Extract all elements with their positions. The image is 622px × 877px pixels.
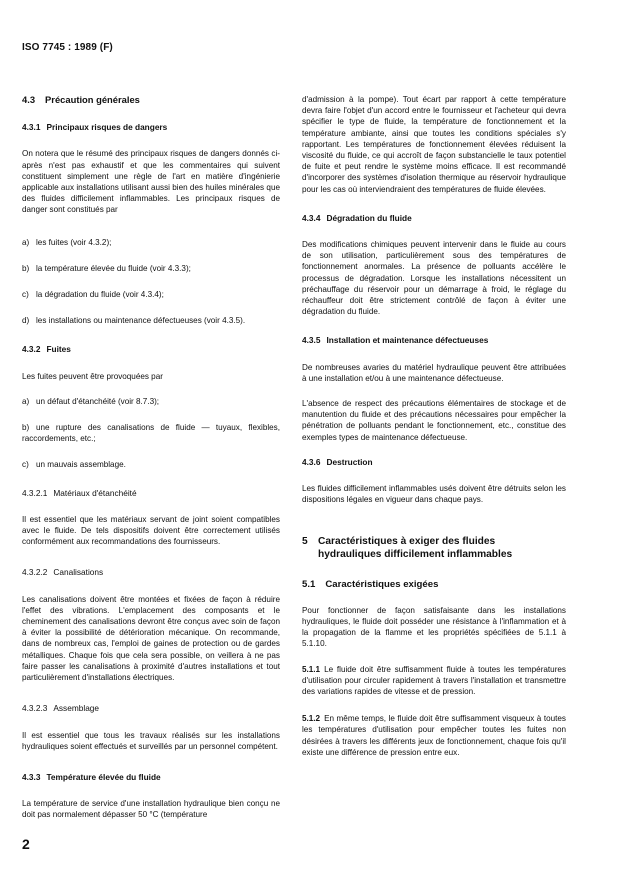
paragraph: Pour fonctionner de façon satisfaisante dans les installations hydrauliques, le fluide doit posséder une résistance à l'inflammation et à la propagation de la flamme et les propriétés spécifiées de 5.1.1 à 5.1.10. xyxy=(302,605,566,649)
section-number: 4.3.6 xyxy=(302,456,321,467)
page-number: 2 xyxy=(22,836,30,852)
clause-text: Le fluide doit être suffisamment fluide à toutes les températures d'utilisation pour circuler rapidement à travers l'installation et transmettre des variations rapides de vitesse et de pression. xyxy=(302,664,566,696)
section-number: 4.3.2.1 xyxy=(22,487,48,498)
clause-number: 5.1.2 xyxy=(302,714,321,724)
section-heading-4-3-3 xyxy=(22,772,280,783)
section-heading-4-3-1 xyxy=(22,122,280,133)
paragraph: Les fluides difficilement inflammables usés doivent être détruits selon les dispositions légales en vigueur dans chaque pays. xyxy=(302,484,566,505)
section-title: Principaux risques de dangers xyxy=(46,122,168,133)
list-item xyxy=(22,315,280,326)
clause-text: En même temps, le fluide doit être suffisamment visqueux à toutes les températures d'utilisation pour empêcher toutes les fuites non désirées à travers les différents jeux de fonctionnement, chaque fois qu'il existe une différence de pression entre eux. xyxy=(302,714,566,757)
paragraph: L'absence de respect des précautions élémentaires de stockage et de manutention du fluide et des précautions nécessaires pour empêcher la pénétration de polluants pendant le fonctionnement, etc., constitue des exemples types de maintenance défectueuse. xyxy=(302,399,566,442)
section-title: Précaution générales xyxy=(45,94,140,105)
section-heading-4-3 xyxy=(22,94,280,105)
paragraph: On notera que le résumé des principaux risques de dangers donnés ci-après n'est pas exhaustif et que les commentaires qui suivent constituent simplement une règle de l'art en matière d'ingénierie applicable aux installations utilisant aussi bien des huiles minérales que des fluides difficilement inflammables. Les principaux risques de danger sont constitués par xyxy=(22,149,280,215)
left-column xyxy=(22,94,280,821)
section-number: 4.3.2 xyxy=(22,344,41,355)
section-heading-4-3-4 xyxy=(302,213,566,224)
list-label: c) xyxy=(22,460,29,470)
list-item xyxy=(22,289,280,300)
section-number: 4.3.2.3 xyxy=(22,703,48,714)
section-title: Dégradation du fluide xyxy=(326,212,412,223)
page-header: ISO 7745 : 1989 (F) xyxy=(22,42,113,53)
section-title: Température élevée du fluide xyxy=(46,771,161,782)
list-item xyxy=(22,422,280,444)
paragraph: Les canalisations doivent être montées et fixées de façon à réduire l'effet des vibrations. L'emplacement des composants et le cheminement des canalisations devront être conçus avec soin de façon à éviter la possibilité de détérioration mécanique. On recommande, dans de nombreux cas, l'emploi de gaines de protection ou de gardes métalliques. Chaque fois que cela sera possible, on veillera à ne pas faire passer les canalisations à proximité d'autres installations et tout particulièrement d'installations électriques. xyxy=(22,594,280,683)
section-number: 4.3.5 xyxy=(302,335,321,346)
section-number: 5 xyxy=(302,536,308,548)
section-number: 4.3.1 xyxy=(22,122,41,133)
list-text: la dégradation du fluide (voir 4.3.4); xyxy=(36,290,164,300)
section-title-line2: hydrauliques difficilement inflammables xyxy=(318,549,513,561)
section-number: 4.3 xyxy=(22,94,36,105)
list-text: un mauvais assemblage. xyxy=(36,460,126,470)
list-text: un défaut d'étanchéité (voir 8.7.3); xyxy=(36,396,160,406)
section-heading-4-3-2-1 xyxy=(22,488,280,499)
section-title: Installation et maintenance défectueuses xyxy=(326,335,489,346)
list-label: d) xyxy=(22,316,30,326)
list-label: b) xyxy=(22,263,30,273)
section-title: Fuites xyxy=(46,344,71,355)
section-heading-4-3-2-3 xyxy=(22,703,280,714)
section-title: Matériaux d'étanchéité xyxy=(53,487,137,498)
clause-5-1-2 xyxy=(302,713,566,758)
paragraph: Il est essentiel que les matériaux servant de joint soient compatibles avec le fluide. De tels dispositifs doivent être correctement utilisés conformément aux recommandations des fournisseurs. xyxy=(22,514,280,547)
clause-5-1-1 xyxy=(302,664,566,698)
paragraph: Des modifications chimiques peuvent intervenir dans le fluide au cours de son utilisation, particulièrement sous des températures de fonctionnement anormales. La présence de polluants accélère le processus de dégradation. Lorsque les installations nécessitent un préchauffage du réservoir pour un démarrage à froid, le réglage du réchauffeur doit être strictement contrôlé de façon à éviter une dégradation du fluide. xyxy=(302,240,566,317)
list-item xyxy=(22,263,280,274)
list-text: les installations ou maintenance défectueuses (voir 4.3.5). xyxy=(36,316,246,326)
section-title: Destruction xyxy=(326,456,373,467)
section-number: 5.1 xyxy=(302,579,316,591)
paragraph: La température de service d'une installation hydraulique bien conçu ne doit pas normalement dépasser 50 °C (température xyxy=(22,799,280,820)
list-item xyxy=(22,396,280,407)
list-label: b) xyxy=(22,423,30,433)
clause-number: 5.1.1 xyxy=(302,664,321,674)
chapter-heading-5 xyxy=(302,535,566,561)
section-number: 4.3.4 xyxy=(302,212,321,223)
paragraph: Les fuites peuvent être provoquées par xyxy=(22,371,163,381)
section-title: Caractéristiques exigées xyxy=(325,579,439,591)
list-label: a) xyxy=(22,237,30,247)
section-number: 4.3.3 xyxy=(22,771,41,782)
section-heading-4-3-2 xyxy=(22,344,280,355)
list-text: la température élevée du fluide (voir 4.3.3); xyxy=(36,263,191,273)
section-heading-4-3-5 xyxy=(302,335,566,346)
section-heading-4-3-6 xyxy=(302,457,566,468)
list-label: c) xyxy=(22,290,29,300)
section-number: 4.3.2.2 xyxy=(22,567,48,578)
section-title-line1: Caractéristiques à exiger des fluides xyxy=(318,536,496,548)
paragraph: De nombreuses avaries du matériel hydraulique peuvent être attribuées à une installation et/ou à une maintenance défectueuse. xyxy=(302,362,566,383)
paragraph: d'admission à la pompe). Tout écart par rapport à cette température devra faire l'objet d'un accord entre le fournisseur et l'acheteur qui devra spécifier le type de fluide, la température de fonctionnement et la température ambiante, ainsi que toutes les conditions spéciales s'y rapportant. Les températures de fonctionnement élevées réduisent la viscosité du fluide, ce qui accroît de façon substancielle le taux potentiel de fuite et peut rendre le système moins efficace. Il est recommandé d'incorporer des systèmes d'isolation thermique au réservoir hydraulique pour les cas où interviendraient des températures de fluide élevées. xyxy=(302,95,566,194)
section-heading-4-3-2-2 xyxy=(22,567,280,578)
list-text: une rupture des canalisations de fluide — tuyaux, flexibles, raccordements, etc.; xyxy=(22,423,280,444)
list-text: les fuites (voir 4.3.2); xyxy=(36,237,112,247)
list-item xyxy=(22,459,280,470)
right-column xyxy=(302,94,566,774)
list-label: a) xyxy=(22,396,30,406)
section-heading-5-1 xyxy=(302,579,566,590)
section-title: Canalisations xyxy=(53,567,104,578)
section-title: Assemblage xyxy=(53,703,100,714)
paragraph: Il est essentiel que tous les travaux réalisés sur les installations hydrauliques soient effectués et surveillés par un personnel compétent. xyxy=(22,730,280,751)
list-item xyxy=(22,237,280,248)
